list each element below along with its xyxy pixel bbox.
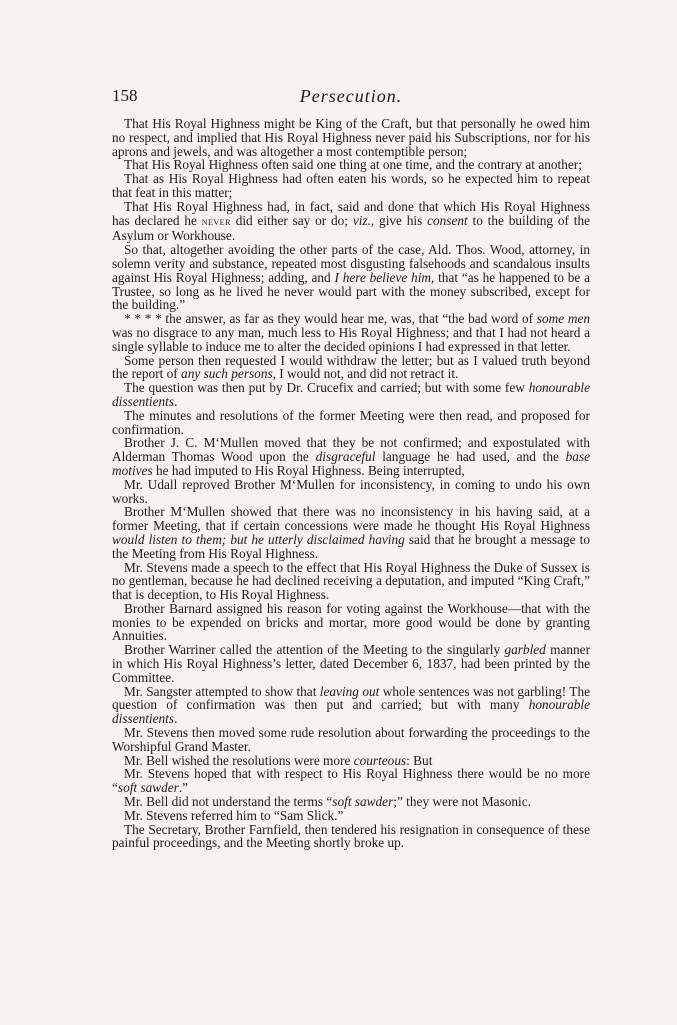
- text-run: ;” they were not Masonic.: [393, 794, 531, 810]
- paragraph: [112, 643, 590, 684]
- paragraph: [112, 117, 590, 158]
- paragraph: [112, 312, 590, 353]
- text-run: Mr. Sangster attempted to show that: [124, 683, 320, 699]
- page-header: [112, 86, 590, 108]
- text-run: , I would not, and did not retract it.: [272, 366, 459, 382]
- text-run: So that, altogether avoiding the other parts of the case, Ald. Thos. Wood, attorney, in solemn verity and substance, repeated most disgusting falsehoods and scandalous insults against His Royal Highness; adding, and: [112, 242, 590, 285]
- italic-run: some men: [536, 311, 590, 327]
- text-run: said that he brought a message to the Meeting from His Royal Highness.: [112, 531, 591, 561]
- body-text: [112, 117, 590, 850]
- paragraph: [112, 243, 590, 312]
- italic-run: honourable dissentients: [112, 697, 590, 727]
- text-run: he had imputed to His Royal Highness. Being interrupted,: [152, 462, 465, 478]
- text-run: Brother Warriner called the attention of the Meeting to the singularly: [124, 642, 505, 658]
- italic-run: soft sawder: [117, 780, 179, 796]
- italic-run: any such persons: [181, 366, 273, 382]
- paragraph: [112, 726, 590, 754]
- text-run: language he had used, and the: [375, 449, 566, 465]
- paragraph: [112, 767, 590, 795]
- italic-run: leaving out: [319, 683, 380, 699]
- italic-run: would listen to them; but he utterly disclaimed having: [112, 531, 405, 547]
- italic-run: disgraceful: [315, 449, 376, 465]
- small-caps-run: never: [201, 215, 231, 228]
- paragraph: [112, 823, 590, 851]
- paragraph: [112, 381, 590, 409]
- page-number: 158: [112, 86, 138, 105]
- text-run: Some person then requested I would withdraw the letter; but as I valued truth beyond the report of: [112, 352, 590, 382]
- text-run: to the building of the Asylum or Workhouse.: [112, 212, 590, 244]
- text-run: * * * * the answer, as far as they would hear me, was, that “the bad word of: [124, 311, 537, 327]
- paragraph: [112, 354, 590, 382]
- italic-run: consent: [427, 212, 468, 228]
- text-run: The Secretary, Brother Farnfield, then tendered his resignation in consequence of these painful proceedings, and the Meeting shortly broke up.: [112, 821, 590, 851]
- paragraph: [112, 409, 590, 437]
- text-run: That His Royal Highness often said one thing at one time, and the contrary at another;: [124, 157, 582, 173]
- text-run: The minutes and resolutions of the former Meeting were then read, and proposed for confirmation.: [112, 407, 590, 437]
- italic-run: viz.: [352, 212, 371, 228]
- text-run: Brother Barnard assigned his reason for voting against the Workhouse—that with the monies to be expended on bricks and mortar, more good would be done by granting Annuities.: [112, 600, 590, 644]
- paragraph: [112, 602, 590, 643]
- text-run: did either say or do;: [230, 212, 353, 228]
- paragraph: [112, 795, 590, 809]
- paragraph: [112, 158, 590, 172]
- text-run: Mr. Stevens referred him to “Sam Slick.”: [124, 807, 344, 823]
- text-run: Mr. Bell did not understand the terms “: [124, 794, 333, 810]
- paragraph: [112, 505, 590, 560]
- running-title: Persecution.: [299, 86, 403, 106]
- paragraph: [112, 685, 590, 726]
- italic-run: honourable dissentients: [112, 380, 590, 409]
- paragraph: [112, 436, 590, 477]
- italic-run: soft sawder: [332, 794, 394, 810]
- text-run: , that “as he happened to be a Trustee, so long as he lived he never would part with the money subscribed, except for the building.”: [112, 269, 591, 313]
- text-run: .”: [178, 780, 189, 796]
- text-run: , give his: [370, 212, 428, 228]
- text-run: Brother M‘Mullen showed that there was no inconsistency in his having said, at a former Meeting, that if certain concessions were made he thought His Royal Highness: [112, 504, 590, 534]
- italic-run: courteous: [353, 752, 407, 768]
- text-run: That His Royal Highness had, in fact, said and done that which His Royal Highness has declared he: [112, 198, 590, 228]
- text-run: That as His Royal Highness had often eaten his words, so he expected him to repeat that feat in this matter;: [112, 171, 590, 200]
- text-run: : But: [406, 752, 433, 768]
- text-run: The question was then put by Dr. Crucefix and carried; but with some few: [124, 380, 529, 396]
- paragraph: [112, 809, 590, 823]
- paragraph: [112, 200, 590, 243]
- text-run: Mr. Stevens hoped that with respect to His Royal Highness there would be no more “: [112, 766, 590, 796]
- text-run: Mr. Stevens made a speech to the effect that His Royal Highness the Duke of Sussex is no gentleman, because he had declined receiving a deputation, and imputed “King Craft,” that is deception, to His Royal Highness.: [112, 559, 590, 603]
- text-run: That His Royal Highness might be King of the Craft, but that personally he owed him no respect, and implied that His Royal Highness never paid his Subscriptions, nor for his aprons and jewels, and was altogether a most contemptible person;: [112, 116, 590, 159]
- text-run: .: [174, 393, 178, 409]
- italic-run: garbled: [504, 642, 546, 658]
- paragraph: [112, 172, 590, 200]
- paragraph: [112, 561, 590, 602]
- paragraph: [112, 478, 590, 506]
- text-run: Brother J. C. M‘Mullen moved that they be not confirmed; and expostulated with Alderman Thomas Wood upon the: [112, 435, 590, 465]
- text-run: Mr. Bell wished the resolutions were more: [124, 752, 354, 768]
- text-run: whole sentences was not garbling! The question of confirmation was then put and carried; but with many: [112, 683, 590, 713]
- text-run: .: [174, 711, 178, 727]
- text-run: was no disgrace to any man, much less to His Royal Highness; and that I had not heard a single syllable to induce me to alter the decided opinions I had expressed in that letter.: [112, 324, 590, 354]
- text-run: manner in which His Royal Highness’s letter, dated December 6, 1837, had been printed by the Committee.: [112, 642, 590, 685]
- italic-run: I here believe him: [334, 269, 431, 285]
- italic-run: base motives: [112, 449, 591, 478]
- text-run: Mr. Udall reproved Brother M‘Mullen for inconsistency, in coming to undo his own works.: [112, 476, 590, 506]
- paragraph: [112, 754, 590, 768]
- text-run: Mr. Stevens then moved some rude resolution about forwarding the proceedings to the Worshipful Grand Master.: [112, 725, 590, 754]
